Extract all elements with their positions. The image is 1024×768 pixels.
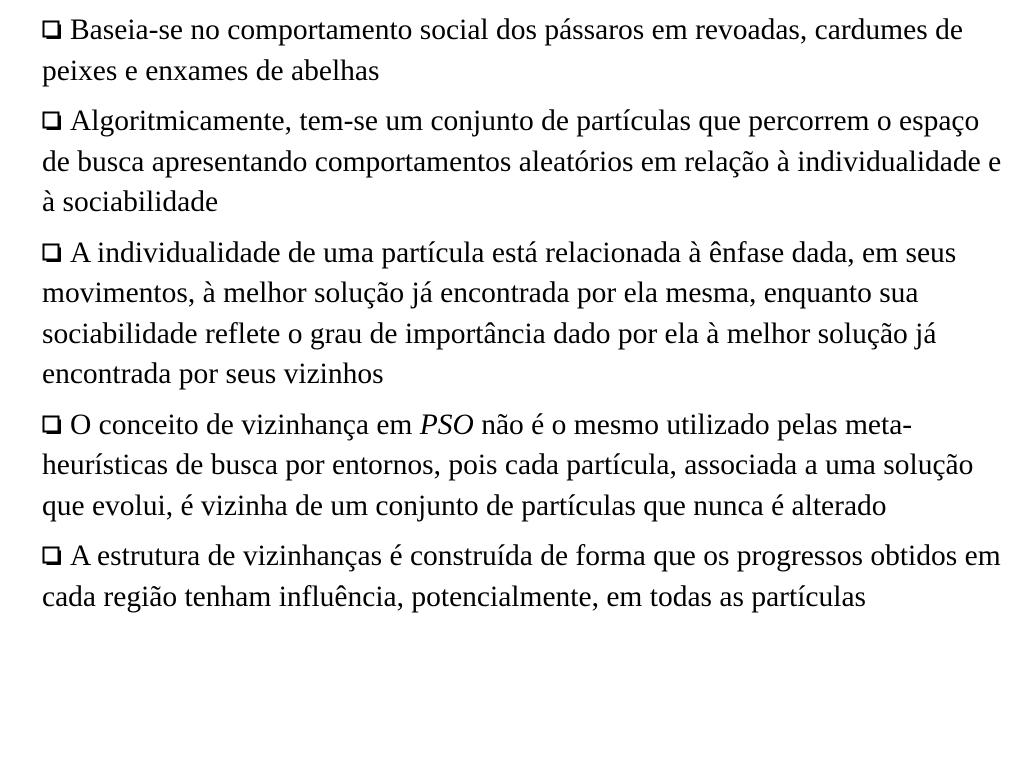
bullet-text-after: não é o mesmo utilizado pelas meta-heurísticas de busca por entornos, pois cada partícula, associada a uma solução que evolui, é vizinha de um conjunto de partículas que nunca é alterado (42, 408, 974, 522)
checkbox-square-icon (42, 20, 62, 40)
bullet-item (42, 536, 1010, 617)
bullet-item (42, 233, 1010, 395)
bullet-item (42, 405, 1010, 527)
checkbox-square-icon (42, 111, 62, 131)
checkbox-square-icon (42, 546, 62, 566)
bullet-item (42, 101, 1010, 223)
bullet-text: Algoritmicamente, tem-se um conjunto de partículas que percorrem o espaço de busca apresentando comportamentos aleatórios em relação à individualidade e à sociabilidade (42, 105, 1002, 218)
bullet-text-before: O conceito de vizinhança em (70, 408, 420, 441)
checkbox-square-icon (42, 415, 62, 435)
bullet-text: A estrutura de vizinhanças é construída de forma que os progressos obtidos em cada região tenham influência, potencialmente, em todas as partículas (42, 540, 1001, 613)
checkbox-square-icon (42, 243, 62, 263)
bullet-text: Baseia-se no comportamento social dos pássaros em revoadas, cardumes de peixes e enxames de abelhas (42, 14, 963, 87)
bullet-text-italic-pso: PSO (419, 408, 474, 441)
bullet-text: A individualidade de uma partícula está relacionada à ênfase dada, em seus movimentos, à melhor solução já encontrada por ela mesma, enquanto sua sociabilidade reflete o grau de importância dado por ela à melhor solução já encontrada por seus vizinhos (42, 236, 957, 390)
bullet-item (42, 10, 1010, 91)
slide-content (42, 10, 1010, 627)
